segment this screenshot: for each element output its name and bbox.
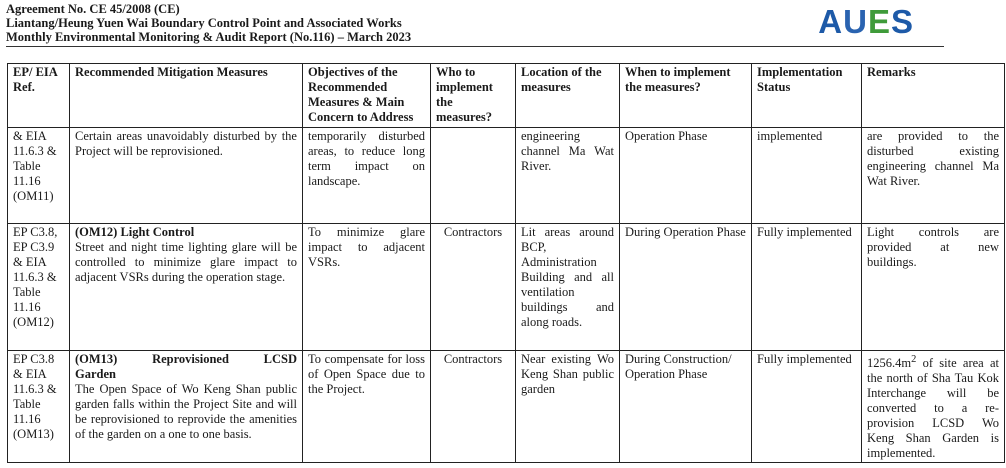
table-row: [8, 128, 1005, 224]
logo-letter: U: [843, 3, 868, 40]
agreement-number: Agreement No. CE 45/2008 (CE): [6, 2, 180, 16]
cell-ref: EP C3.8 & EIA 11.6.3 & Table 11.16 (OM13): [8, 351, 70, 463]
logo-letter: A: [818, 3, 844, 40]
cell-remarks: are provided to the disturbed existing engineering channel Ma Wat River.: [862, 128, 1005, 224]
cell-who: [431, 128, 516, 224]
cell-when: During Construction/ Operation Phase: [620, 351, 752, 463]
measure-text: Street and night time lighting glare will be controlled to minimize glare impact to adjacent VSRs during the operation stage.: [75, 240, 297, 284]
col-header-ref: EP/ EIA Ref.: [8, 64, 70, 128]
cell-when: Operation Phase: [620, 128, 752, 224]
header-divider: [6, 46, 944, 47]
cell-when: During Operation Phase: [620, 224, 752, 351]
cell-location: Lit areas around BCP, Administration Building and all ventilation buildings and along roads.: [516, 224, 620, 351]
cell-measure: [70, 128, 303, 224]
cell-who: Contractors: [431, 351, 516, 463]
logo-letter: E: [867, 3, 891, 40]
measure-title-end: Garden: [75, 367, 116, 381]
remarks-area: 1256.4m: [867, 356, 912, 371]
cell-measure: [70, 351, 303, 463]
col-header-who: Who to implement the measures?: [431, 64, 516, 128]
cell-ref: EP C3.8, EP C3.9 & EIA 11.6.3 & Table 11.16 (OM12): [8, 224, 70, 351]
table-row: [8, 224, 1005, 351]
col-header-location: Location of the measures: [516, 64, 620, 128]
col-header-objectives: Objectives of the Recommended Measures & Main Concern to Address: [303, 64, 431, 128]
cell-remarks: [862, 351, 1005, 463]
report-title: Monthly Environmental Monitoring & Audit Report (No.116) – March 2023: [6, 30, 412, 44]
measure-text: Certain areas unavoidably disturbed by the Project will be reprovisioned.: [75, 129, 297, 158]
cell-measure: [70, 224, 303, 351]
mitigation-measures-table: [7, 63, 1005, 463]
measure-text: The Open Space of Wo Keng Shan public garden falls within the Project Site and will be reprovisioned to reprovide the amenities of the garden on a one to one basis.: [75, 382, 297, 441]
measure-title: [75, 352, 297, 367]
cell-objective: temporarily disturbed areas, to reduce long term impact on landscape.: [303, 128, 431, 224]
table-header-row: [8, 64, 1005, 128]
measure-title-part: LCSD: [263, 352, 297, 366]
col-header-measures: Recommended Mitigation Measures: [70, 64, 303, 128]
cell-who: Contractors: [431, 224, 516, 351]
cell-location: Near existing Wo Keng Shan public garden: [516, 351, 620, 463]
cell-objective: To minimize glare impact to adjacent VSRs.: [303, 224, 431, 351]
col-header-status: Implementation Status: [752, 64, 862, 128]
cell-status: implemented: [752, 128, 862, 224]
logo-letter: S: [890, 3, 914, 40]
remarks-text: of site area at the north of Sha Tau Kok Interchange will be converted to a re-provision LCSD Wo Keng Shan Garden is implemented.: [867, 356, 999, 461]
col-header-remarks: Remarks: [862, 64, 1005, 128]
aues-logo: [818, 2, 914, 42]
cell-location: engineering channel Ma Wat River.: [516, 128, 620, 224]
col-header-when: When to implement the measures?: [620, 64, 752, 128]
cell-objective: To compensate for loss of Open Space due to the Project.: [303, 351, 431, 463]
cell-status: Fully implemented: [752, 224, 862, 351]
cell-ref: & EIA 11.6.3 & Table 11.16 (OM11): [8, 128, 70, 224]
report-header: [6, 2, 996, 48]
measure-title-part: (OM13): [75, 352, 118, 366]
table-row: [8, 351, 1005, 463]
measure-title-part: Reprovisioned: [152, 352, 229, 366]
cell-status: Fully implemented: [752, 351, 862, 463]
measure-title: (OM12) Light Control: [75, 225, 195, 239]
cell-remarks: Light controls are provided at new buildings.: [862, 224, 1005, 351]
project-title: Liantang/Heung Yuen Wai Boundary Control Point and Associated Works: [6, 16, 402, 30]
remarks-superscript: 2: [911, 354, 917, 365]
